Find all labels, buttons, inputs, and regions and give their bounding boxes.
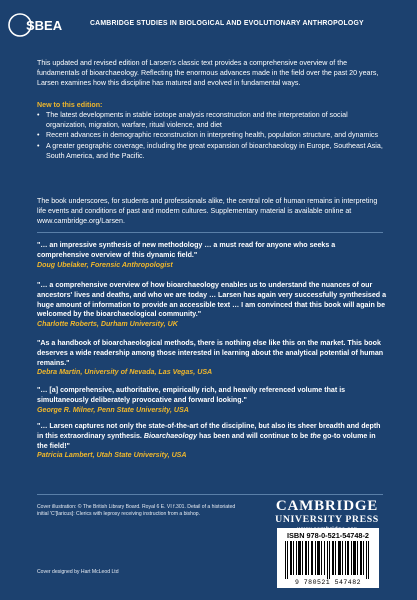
list-item: • The latest developments in stable isotope analysis reconstruction and the interpretation of social organization, migration, warfare, ritual violence, and diet <box>37 111 348 129</box>
barcode-bars <box>285 541 371 579</box>
barcode <box>277 528 379 588</box>
quote-text: "… Larsen captures not only the state-of-the-art of the discipline, but also its sheer breadth and depth in this extraordinary synthesis. Bioarchaeology has been and will continue to be the go-to volume in the field!" <box>37 422 381 450</box>
bullet-icon: • <box>37 141 40 150</box>
quote-4 <box>37 386 387 415</box>
quote-text: "… an impressive synthesis of new methodology … a must read for anyone who seeks a comprehensive overview of this dynamic field." <box>37 241 336 259</box>
quote-attribution: Patricia Lambert, Utah State University, USA <box>37 451 187 460</box>
intro-paragraph: This updated and revised edition of Larsen's classic text provides a comprehensive overview of the fundamentals of bioarchaeology. Reflecting the enormous advances made in the field over the past 20 years, Larsen examines how this discipline has matured and evolved in fundamental ways. <box>37 59 379 87</box>
quote-attribution: Charlotte Roberts, Durham University, UK <box>37 320 178 329</box>
quote-text: "… [a] comprehensive, authoritative, empirically rich, and heavily referenced volume that is simultaneously deliberately provocative and forward looking." <box>37 386 346 404</box>
isbn-label: ISBN 978-0-521-54748-2 <box>287 531 369 540</box>
body-paragraph: The book underscores, for students and professionals alike, the central role of human remains in interpreting life events and conditions of past and modern cultures. Supplementary material is available online at www.cambridge.org/Larsen. <box>37 197 378 225</box>
cover-designer-credit: Cover designed by Hart McLeod Ltd <box>37 569 119 575</box>
quote-2 <box>37 281 387 330</box>
sbea-logo <box>7 5 67 45</box>
list-item: • Recent advances in demographic reconstruction in interpreting health, population structure, and dynamics <box>37 131 379 140</box>
new-edition-list <box>37 111 383 162</box>
new-edition-heading: New to this edition: <box>37 101 103 109</box>
cover-illustration-credit: Cover illustration: © The British Library Board. Royal 6 E. VI f.301. Detail of a historiated initial 'C'[laricus]: Clerics with leprosy receiving instruction from a bishop. <box>37 504 236 517</box>
quote-text: "As a handbook of bioarchaeological methods, there is nothing else like this on the market. This book deserves a wide readership among those interested in learning about the analytical potential of human remains." <box>37 339 384 367</box>
barcode-number: 9 780521 547482 <box>294 579 361 586</box>
quote-attribution: George R. Milner, Penn State University, USA <box>37 405 189 414</box>
list-item: • A greater geographic coverage, including the great expansion of bioarchaeology in Europe, Southeast Asia, South America, and the Pacific. <box>37 141 383 160</box>
publisher-name: CAMBRIDGE <box>275 498 379 514</box>
quote-text: "… a comprehensive overview of how bioarchaeology enables us to understand the nuances of our ancestors' lives and deaths, and who we are today … Larsen has again very successfully synthesised a huge amount of information to provide an accessible text … I am convinced that this book will again be welcomed by the bioarchaeological community." <box>37 281 387 319</box>
logo-text: SBEA <box>26 18 63 33</box>
quote-5 <box>37 422 387 461</box>
quote-3 <box>37 339 387 378</box>
bullet-icon: • <box>37 131 40 140</box>
divider <box>37 494 383 495</box>
bullet-icon: • <box>37 111 40 119</box>
quote-attribution: Debra Martin, University of Nevada, Las Vegas, USA <box>37 368 213 377</box>
divider <box>37 232 383 233</box>
series-title: CAMBRIDGE STUDIES IN BIOLOGICAL AND EVOLUTIONARY ANTHROPOLOGY <box>90 20 364 27</box>
header <box>0 0 417 52</box>
quote-attribution: Doug Ubelaker, Forensic Anthropologist <box>37 260 173 269</box>
publisher-press: UNIVERSITY PRESS <box>275 514 379 525</box>
quote-1 <box>37 241 387 270</box>
